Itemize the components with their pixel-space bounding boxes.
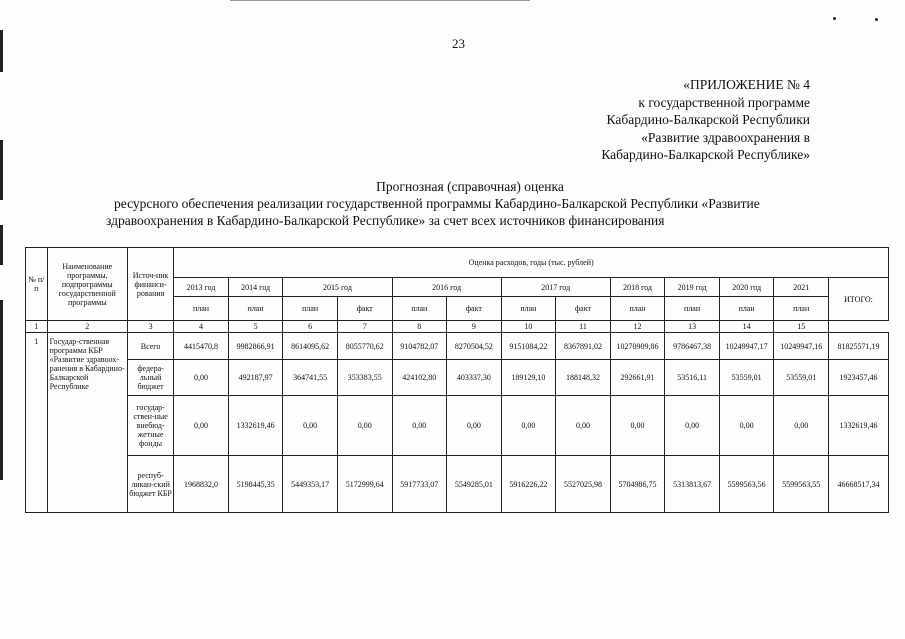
column-number: 10 [501,321,556,333]
sub-header: план [665,297,720,321]
value-cell: 5599563,55 [774,456,829,513]
column-number: 2 [47,321,127,333]
funding-source: респуб-ликан-ский бюджет КБР [127,456,173,513]
column-number: 11 [556,321,611,333]
sub-header: факт [337,297,392,321]
appendix-header [601,76,810,164]
column-number: 9 [447,321,502,333]
funding-source: Всего [127,333,173,360]
funding-source: федера-льный бюджет [127,360,173,396]
sub-header: план [774,297,829,321]
column-number: 5 [228,321,283,333]
scan-speck [875,18,878,21]
value-cell: 1332619,46 [228,396,283,456]
column-number: 4 [174,321,229,333]
total-cell: 46668517,34 [829,456,889,513]
document-title [90,178,850,229]
appendix-line: «Развитие здравоохранения в [641,129,810,145]
value-cell: 8270504,52 [447,333,502,360]
sub-header: план [501,297,556,321]
value-cell: 5172999,64 [337,456,392,513]
year-header: 2015 год [283,278,392,297]
column-number-row [26,321,889,333]
table-row [26,396,889,456]
value-cell: 188148,32 [556,360,611,396]
header-total: ИТОГО: [829,278,889,321]
value-cell: 8614095,62 [283,333,338,360]
scan-edge-mark [0,30,3,72]
total-cell: 1332619,46 [829,396,889,456]
value-cell: 5527025,98 [556,456,611,513]
value-cell: 0,00 [665,396,720,456]
column-number: 6 [283,321,338,333]
value-cell: 0,00 [501,396,556,456]
table-row [26,333,889,360]
year-header: 2020 год [719,278,774,297]
value-cell: 4415470,8 [174,333,229,360]
year-header: 2014 год [228,278,283,297]
value-cell: 53516,11 [665,360,720,396]
sub-header: план [719,297,774,321]
appendix-line: Кабардино-Балкарской Республике» [601,147,810,162]
value-cell: 8367891,02 [556,333,611,360]
value-cell: 10270909,86 [610,333,665,360]
column-number: 12 [610,321,665,333]
scan-edge-mark [0,225,3,265]
scan-top-line [230,0,530,1]
header-name: Наименование программы, подпрограммы государственной программы [47,248,127,321]
value-cell: 424102,80 [392,360,447,396]
value-cell: 5449353,17 [283,456,338,513]
value-cell: 292661,91 [610,360,665,396]
value-cell: 0,00 [283,396,338,456]
header-source: Источ-ник финанси-рования [127,248,173,321]
sub-header: план [610,297,665,321]
value-cell: 5916226,22 [501,456,556,513]
appendix-line: «ПРИЛОЖЕНИЕ № 4 [683,77,810,92]
value-cell: 353383,55 [337,360,392,396]
value-cell: 5599563,56 [719,456,774,513]
total-cell: 81825571,19 [829,333,889,360]
value-cell: 5704986,75 [610,456,665,513]
table-row [26,456,889,513]
value-cell: 0,00 [719,396,774,456]
title-line: ресурсного обеспечения реализации государственной программы Кабардино-Балкарской Республики «Развитие [114,196,760,211]
program-index: 1 [26,333,48,513]
sub-header: план [392,297,447,321]
value-cell: 9786467,38 [665,333,720,360]
value-cell: 0,00 [392,396,447,456]
value-cell: 403337,30 [447,360,502,396]
sub-header: факт [556,297,611,321]
column-number: 15 [774,321,829,333]
header-estimate: Оценка расходов, годы (тыс. рублей) [174,248,889,278]
column-number: 1 [26,321,48,333]
value-cell: 189129,10 [501,360,556,396]
value-cell: 0,00 [610,396,665,456]
year-header: 2021 [774,278,829,297]
value-cell: 5549285,01 [447,456,502,513]
value-cell: 53559,01 [774,360,829,396]
sub-header: план [174,297,229,321]
scan-speck [833,17,836,20]
sub-header: план [283,297,338,321]
value-cell: 492187,97 [228,360,283,396]
value-cell: 364741,55 [283,360,338,396]
value-cell: 5198445,35 [228,456,283,513]
year-header: 2016 год [392,278,501,297]
value-cell: 53559,01 [719,360,774,396]
program-name: Государ-ственная программа КБР «Развитие здравоох-ранения в Кабардино-Балкарской Республике [47,333,127,513]
value-cell: 10249947,17 [719,333,774,360]
value-cell: 5917733,07 [392,456,447,513]
value-cell: 10249947,16 [774,333,829,360]
value-cell: 0,00 [337,396,392,456]
appendix-line: к государственной программе [638,94,810,110]
column-number: 14 [719,321,774,333]
table-row [26,360,889,396]
value-cell: 1968832,0 [174,456,229,513]
value-cell: 0,00 [174,360,229,396]
resource-table [25,247,889,513]
column-number: 8 [392,321,447,333]
value-cell: 0,00 [556,396,611,456]
value-cell: 8055770,62 [337,333,392,360]
appendix-line: Кабардино-Балкарской Республики [606,112,810,127]
value-cell: 0,00 [447,396,502,456]
year-header: 2018 год [610,278,665,297]
column-number: 7 [337,321,392,333]
title-line: Прогнозная (справочная) оценка [376,179,564,194]
value-cell: 9104782,07 [392,333,447,360]
page-number: 23 [452,36,465,51]
title-line: здравоохранения в Кабардино-Балкарской Республике» за счет всех источников финансирования [106,213,665,228]
column-number: 13 [665,321,720,333]
sub-header: факт [447,297,502,321]
year-header: 2019 год [665,278,720,297]
value-cell: 9151084,22 [501,333,556,360]
value-cell: 9982866,91 [228,333,283,360]
column-number: 3 [127,321,173,333]
year-header: 2017 год [501,278,610,297]
sub-header: план [228,297,283,321]
total-cell: 1923457,46 [829,360,889,396]
scan-edge-mark [0,300,3,480]
year-header: 2013 год [174,278,229,297]
funding-source: государ-ствен-ные внебюд-жетные фонды [127,396,173,456]
value-cell: 0,00 [774,396,829,456]
value-cell: 0,00 [174,396,229,456]
value-cell: 5313813,67 [665,456,720,513]
header-num: № п/ п [26,248,48,321]
scan-edge-mark [0,140,3,200]
